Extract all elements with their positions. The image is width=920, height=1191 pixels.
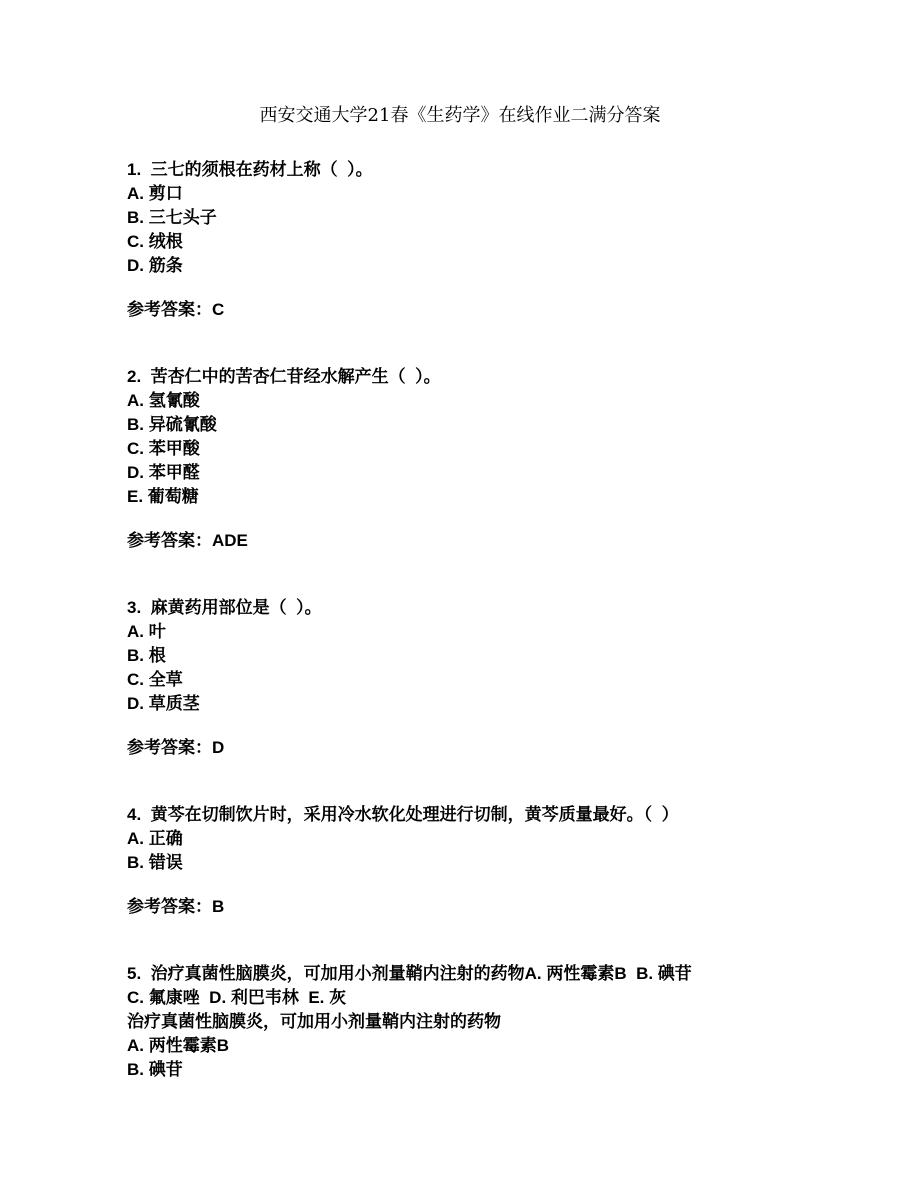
- answer-prefix: 参考答案：: [127, 300, 212, 319]
- answer-prefix: 参考答案：: [127, 897, 212, 916]
- question-2-stem: 2. 苦杏仁中的苦杏仁苷经水解产生（ ）。: [127, 367, 441, 386]
- question-1-option-d: D. 筋条: [127, 256, 183, 275]
- question-4-option-b: B. 错误: [127, 853, 183, 872]
- question-5-stem: 5. 治疗真菌性脑膜炎，可加用小剂量鞘内注射的药物A. 两性霉素B B. 碘苷: [127, 964, 692, 983]
- answer-value: B: [212, 897, 225, 916]
- question-5-option-a: A. 两性霉素B: [127, 1036, 229, 1055]
- question-1-answer-line: [127, 298, 880, 322]
- answer-value: ADE: [212, 531, 248, 550]
- question-3-option-d: D. 草质茎: [127, 694, 200, 713]
- question-2-option-c: C. 苯甲酸: [127, 439, 200, 458]
- question-5-stem-line-3: 治疗真菌性脑膜炎，可加用小剂量鞘内注射的药物: [127, 1012, 501, 1031]
- question-5-option-b: B. 碘苷: [127, 1060, 183, 1079]
- question-1-option-b: B. 三七头子: [127, 208, 217, 227]
- document-title: 西安交通大学21春《生药学》在线作业二满分答案: [259, 105, 661, 126]
- question-1-option-c: C. 绒根: [127, 232, 183, 251]
- question-4-answer-line: [127, 895, 880, 919]
- question-2-option-e: E. 葡萄糖: [127, 487, 199, 506]
- answer-prefix: 参考答案：: [127, 531, 212, 550]
- question-1-option-a: A. 剪口: [127, 184, 183, 203]
- question-4-stem: 4. 黄芩在切制饮片时，采用冷水软化处理进行切制，黄芩质量最好。（ ）: [127, 805, 679, 824]
- question-1: [127, 158, 880, 322]
- answer-value: D: [212, 738, 225, 757]
- question-3-answer-line: [127, 736, 880, 760]
- question-2-option-b: B. 异硫氰酸: [127, 415, 217, 434]
- question-5-stem-line-2: C. 氟康唑 D. 利巴韦林 E. 灰: [127, 988, 347, 1007]
- question-5: [127, 962, 880, 1082]
- question-list: [0, 128, 920, 1082]
- question-3: [127, 596, 880, 760]
- answer-prefix: 参考答案：: [127, 738, 212, 757]
- answer-value: C: [212, 300, 225, 319]
- question-3-option-c: C. 全草: [127, 670, 183, 689]
- question-2: [127, 365, 880, 553]
- question-3-option-a: A. 叶: [127, 622, 166, 641]
- question-1-stem: 1. 三七的须根在药材上称（ ）。: [127, 160, 373, 179]
- question-3-stem: 3. 麻黄药用部位是（ ）。: [127, 598, 322, 617]
- question-2-option-a: A. 氢氰酸: [127, 391, 200, 410]
- question-4: [127, 803, 880, 919]
- question-2-answer-line: [127, 529, 880, 553]
- question-4-option-a: A. 正确: [127, 829, 183, 848]
- question-2-option-d: D. 苯甲醛: [127, 463, 200, 482]
- question-3-option-b: B. 根: [127, 646, 166, 665]
